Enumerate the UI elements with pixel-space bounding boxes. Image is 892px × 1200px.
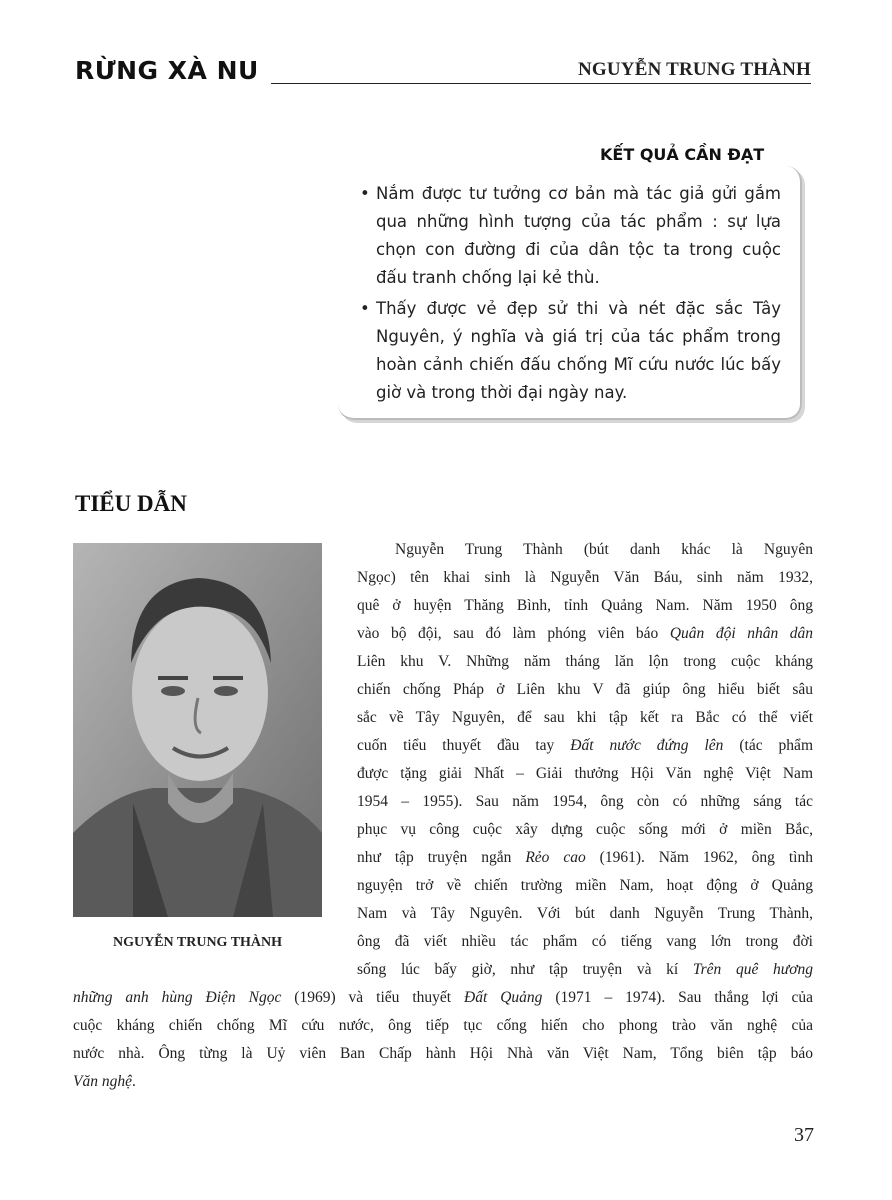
body-line: chiến chống Pháp ở Liên khu V đã giúp ông hiểu biết sâu (357, 681, 813, 698)
goals-heading: KẾT QUẢ CẦN ĐẠT (600, 145, 765, 164)
body-line: Nguyễn Trung Thành (bút danh khác là Nguyên (395, 541, 813, 558)
body-line: quê ở huyện Thăng Bình, tỉnh Quảng Nam. Năm 1950 ông (357, 597, 813, 614)
body-line: nguyện trở về chiến trường miền Nam, hoạt động ở Quảng (357, 877, 813, 894)
body-line: những anh hùng Điện Ngọc (1969) và tiểu thuyết Đất Quảng (1971 – 1974). Sau thắng lợi của (73, 989, 813, 1006)
body-line: 1954 – 1955). Sau năm 1954, ông còn có những sáng tác (357, 793, 813, 810)
page-number: 37 (794, 1124, 814, 1146)
body-line: ông đã viết nhiều tác phẩm có tiếng vang lớn trong đời (357, 933, 813, 950)
author-portrait-image (73, 543, 322, 917)
body-line: phục vụ công cuộc xây dựng cuộc sống mới ở miền Bắc, (357, 821, 813, 838)
body-line: được tặng giải Nhất – Giải thưởng Hội Văn nghệ Việt Nam (357, 765, 813, 782)
header-author: NGUYỄN TRUNG THÀNH (577, 59, 811, 80)
goal-item (360, 180, 781, 292)
running-header (75, 56, 811, 86)
chapter-title: RỪNG XÀ NU (75, 56, 259, 85)
body-line: cuốn tiểu thuyết đầu tay Đất nước đứng lên (tác phẩm (357, 737, 813, 754)
portrait-illustration (73, 543, 322, 917)
goal-item (360, 295, 781, 407)
body-line: sắc về Tây Nguyên, để sau khi tập kết ra Bắc có thể viết (357, 709, 813, 726)
body-line: Văn nghệ. (73, 1073, 136, 1090)
body-line: Ngọc) tên khai sinh là Nguyễn Văn Báu, sinh năm 1932, (357, 569, 813, 586)
body-line: Nam và Tây Nguyên. Với bút danh Nguyễn Trung Thành, (357, 905, 813, 922)
body-line: nước nhà. Ông từng là Uỷ viên Ban Chấp hành Hội Nhà văn Việt Nam, Tổng biên tập báo (73, 1045, 813, 1062)
body-line: sống lúc bấy giờ, như tập truyện và kí Trên quê hương (357, 961, 813, 978)
goal-text: Thấy được vẻ đẹp sử thi và nét đặc sắc Tây Nguyên, ý nghĩa và giá trị của tác phẩm trong hoàn cảnh chiến đấu chống Mĩ cứu nước lúc bấy giờ và trong thời đại ngày nay. (376, 299, 781, 402)
bullet-icon: • (360, 299, 370, 318)
section-heading: TIỂU DẪN (75, 491, 187, 516)
goal-text: Nắm được tư tưởng cơ bản mà tác giả gửi gắm qua những hình tượng của tác phẩm : sự lựa chọn con đường đi của dân tộc ta trong cuộc đấu tranh chống lại kẻ thù. (376, 184, 781, 287)
header-rule (271, 83, 811, 84)
bullet-icon: • (360, 184, 370, 203)
photo-caption: NGUYỄN TRUNG THÀNH (112, 935, 283, 950)
body-line: như tập truyện ngắn Rẻo cao (1961). Năm 1962, ông tình (357, 849, 813, 866)
body-line: Liên khu V. Những năm tháng lăn lộn trong cuộc kháng (357, 653, 813, 670)
body-line: vào bộ đội, sau đó làm phóng viên báo Quân đội nhân dân (357, 625, 814, 642)
body-line: cuộc kháng chiến chống Mĩ cứu nước, ông tiếp tục cống hiến cho phong trào văn nghệ của (73, 1017, 813, 1034)
